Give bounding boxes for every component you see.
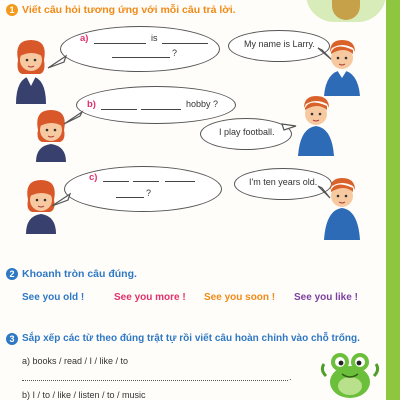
answer-b-text: I play football. xyxy=(219,127,275,137)
section-2-number: 2 xyxy=(6,268,18,280)
blank-b1[interactable] xyxy=(101,109,137,110)
section-2-title: Khoanh tròn câu đúng. xyxy=(22,268,137,280)
blank-a1[interactable] xyxy=(94,43,146,44)
option-1[interactable]: See you old ! xyxy=(22,292,85,303)
blank-a2[interactable] xyxy=(162,43,208,44)
blank-b2[interactable] xyxy=(141,109,181,110)
answer-line-3a[interactable] xyxy=(22,380,288,381)
section-1-number: 1 xyxy=(6,4,18,16)
boy-illustration-c xyxy=(322,176,362,240)
bubble-tail-a xyxy=(48,56,68,70)
section-3-title: Sắp xếp các từ theo đúng trật tự rồi viết câu hoàn chỉnh vào chỗ trống. xyxy=(22,333,360,344)
answer-a-text: My name is Larry. xyxy=(244,39,315,49)
item-b-hobby: hobby ? xyxy=(186,99,219,109)
option-3[interactable]: See you soon ! xyxy=(204,292,276,303)
exercise-3b: b) I / to / like / listen / to / music xyxy=(22,390,146,400)
blank-c1[interactable] xyxy=(103,181,129,182)
green-side-strip xyxy=(386,0,400,400)
frog-mascot-icon xyxy=(320,340,380,400)
exercise-3a: a) books / read / I / like / to xyxy=(22,356,129,366)
boy-illustration-a xyxy=(322,38,362,96)
item-a-label: a) xyxy=(80,33,89,44)
answer-c-text: I'm ten years old. xyxy=(249,177,318,187)
item-c-label: c) xyxy=(89,172,98,183)
option-4[interactable]: See you like ! xyxy=(294,292,358,303)
boy-illustration-b xyxy=(296,94,336,156)
item-a-question-mark: ? xyxy=(172,48,178,58)
blank-c2[interactable] xyxy=(133,181,159,182)
exercise-3a-period: . xyxy=(289,372,292,382)
bubble-tail-b xyxy=(64,112,84,126)
item-a-is: is xyxy=(151,33,158,43)
blank-c3[interactable] xyxy=(165,181,195,182)
speech-bubble-c xyxy=(64,166,222,212)
section-1-title: Viết câu hỏi tương ứng với mỗi câu trả lời. xyxy=(22,4,236,16)
girl-illustration-a xyxy=(10,38,52,104)
item-b-label: b) xyxy=(87,99,96,110)
bubble-tail-c xyxy=(52,194,72,208)
blank-c4[interactable] xyxy=(116,197,144,198)
section-3-number: 3 xyxy=(6,333,18,345)
item-c-question-mark: ? xyxy=(146,188,152,198)
blank-a3[interactable] xyxy=(112,57,170,58)
option-2[interactable]: See you more ! xyxy=(114,292,186,303)
